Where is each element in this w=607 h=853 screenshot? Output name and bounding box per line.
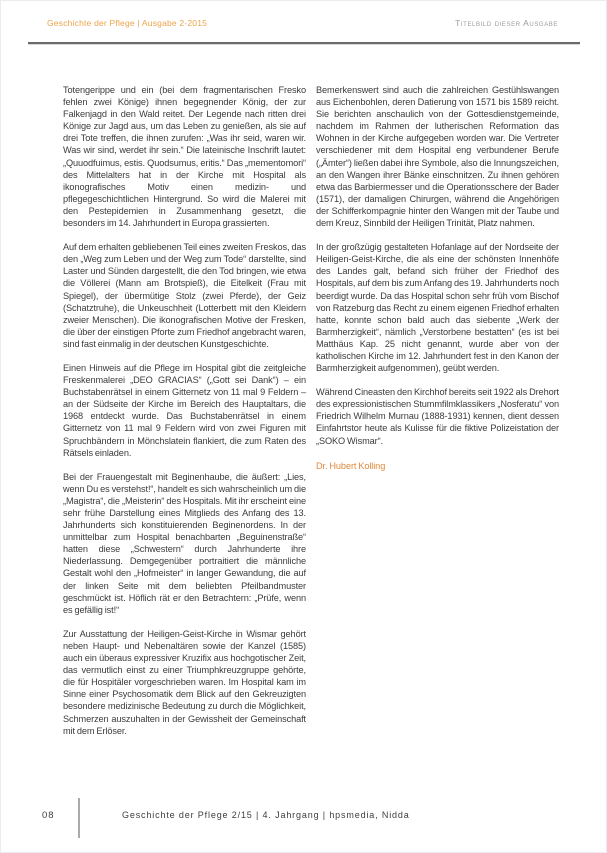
author-byline: Dr. Hubert Kolling bbox=[316, 460, 386, 471]
header-journal-title: Geschichte der Pflege | Ausgabe 2-2015 bbox=[47, 18, 208, 28]
footer-divider bbox=[78, 798, 80, 838]
header-rule bbox=[28, 42, 580, 45]
text-column-right bbox=[316, 84, 559, 472]
paragraph: Bemerkenswert sind auch die zahlreichen Gestühlswangen aus Eichenbohlen, deren Datierung von 1571 bis 1589 reicht. Sie berichten anschaulich von der Gottesdienstgemeinde, nachdem im Rahmen der lutherischen Reformation das Wohnen in der Kirche aufgegeben worden war. Die Vertreter verschiedener mit dem Hospital eng verbundener Berufe („Ämter“) ließen dabei ihre Symbole, also die Innungszeichen, an den Wangen ihrer Bänke einschnitzen. Zu ihnen gehören etwa das Barbiermesser und die Operationsschere der Bader (1571), der damaligen Chirurgen, während die Angehörigen der Schifferkompagnie hinter den Wangen mit der Taube und dem Kreuz, Sinnbild der Heiligen Trinität, Platz nahmen. bbox=[316, 85, 559, 229]
footer-imprint: Geschichte der Pflege 2/15 | 4. Jahrgang | hpsmedia, Nidda bbox=[122, 810, 410, 820]
text-column-left bbox=[63, 84, 306, 749]
paragraph: Bei der Frauengestalt mit Beginenhaube, die äußert: „Lies, wenn Du es verstehst!“, handelt es sich wahrscheinlich um die „Magistra“, die „Meisterin“ des Hospitals. Mit ihr erscheint eine sehr frühe Darstellung eines Mitglieds des Anfang des 13. Jahrhunderts sich konstituierenden Beginenordens. In der unmittelbar zum Hospital benachbarten „Beguinenstraße“ hatten diese „Schwestern“ durch Jahrhunderte ihre Niederlassung. Demgegenüber portraitiert die männliche Gestalt wohl den „Hofmeister“ in langer Gewandung, die auf der linken Seite mit dem beliebten Pfeilbandmuster geschmückt ist. Höflich rät er den Betrachtern: „Prüfe, wenn es gefällig ist!“ bbox=[63, 471, 306, 615]
paragraph: In der großzügig gestalteten Hofanlage auf der Nordseite der Heiligen-Geist-Kirche, die als eine der schönsten Innenhöfe des Landes galt, befand sich früher der Friedhof des Hospitals, auf dem bis zum Anfang des 19. Jahrhunderts noch beerdigt wurde. Da das Hospital schon sehr früh vom Bischof von Ratzeburg das Recht zu einem eigenen Friedhof erhalten hatte, konnte schon bald auch das siebente „Werk der Barmherzigkeit“, nämlich „Verstorbene bestatten“ (es ist bei Matthäus Kap. 25 nicht genannt, wurde aber von der katholischen Kirche im 12. Jahrhundert fest in den Kanon der Barmherzigkeit aufgenommen), geübt werden. bbox=[316, 242, 559, 374]
paragraph: Zur Ausstattung der Heiligen-Geist-Kirche in Wismar gehört neben Haupt- und Nebenaltären sowie der Kanzel (1585) auch ein überaus expressiver Kruzifix aus hochgotischer Zeit, das vermutlich einst zu einer Triumphkreuzgruppe gehörte, die für Hospitäler vorgeschrieben waren. Im Hospital kam im Sinne einer Psychosomatik dem Blick auf den Gekreuzigten besondere medizinische Bedeutung zu durch die Möglichkeit, Schmerzen auszuhalten in der Gewissheit der Gemeinschaft mit dem Erlöser. bbox=[63, 628, 306, 736]
paragraph: Totengerippe und ein (bei dem fragmentarischen Fresko fehlen zwei Könige) ihnen begegnender König, der zur Falkenjagd in den Wald reitet. Der Legende nach ritten drei Könige zur Jagd aus, um das Leben zu genießen, als sie auf drei Tote treffen, die ihnen zurufen: „Was ihr seid, waren wir. Was wir sind, werdet ihr sein.“ Die lateinische Inschrift lautet: „Quuodfuimus, estis. Quodsumus, eritis.“ Das „mementomori“ des Mittelalters hat in der Kirche mit Hospital als ikonografisches Motiv einen medizin- und pflegegeschichtlichen Hintergrund. So wird die Malerei mit den Pestepidemien in Zusammenhang gesetzt, die besonders im 14. Jahrhundert in Europa grassierten. bbox=[63, 85, 306, 229]
paragraph: Einen Hinweis auf die Pflege im Hospital gibt die zeitgleiche Freskenmalerei „DEO GRACIAS“ („Gott sei Dank“) – ein Buchstabenrätsel in einem Gitternetz von 11 mal 9 Feldern – an der Südseite der Kirche im Bereich des Hauptaltars, die 1968 entdeckt wurde. Das Buchstabenrätsel in einem Gitternetz von 11 mal 9 Feldern wird von zwei Figuren mit Spruchbändern in Mönchslatein flankiert, die zum Raten des Rätsels einladen. bbox=[63, 362, 306, 458]
footer-page-number: 08 bbox=[42, 810, 55, 821]
text-column-right-paragraphs bbox=[316, 84, 559, 447]
paragraph: Während Cineasten den Kirchhof bereits seit 1922 als Drehort des expressionistischen Stummfilmklassikers „Nosferatu“ von Friedrich Wilhelm Murnau (1888-1931) kennen, dient dessen Einfahrtstor heute als Kulisse für die fiktive Polizeistation der „SOKO Wismar“. bbox=[316, 387, 559, 446]
paragraph: Auf dem erhalten gebliebenen Teil eines zweiten Freskos, das den „Weg zum Leben und der Weg zum Tode“ darstellte, sind Laster und Sünden dargestellt, die den Tod bringen, wie etwa die Völlerei (Mann am Brotspieß), die Eitelkeit (Frau mit Spiegel), der übermütige Stolz (zwei Pferde), der Geiz (Schatztruhe), die Unkeuschheit (Lotterbett mit den Kleidern zweier Menschen). Die ikonografischen Motive der Fresken, die über der einstigen Pforte zum Friedhof angebracht waren, sind fast einmalig in der deutschen Kunstgeschichte. bbox=[63, 242, 306, 349]
header-section-label: Titelbild dieser Ausgabe bbox=[455, 18, 558, 28]
